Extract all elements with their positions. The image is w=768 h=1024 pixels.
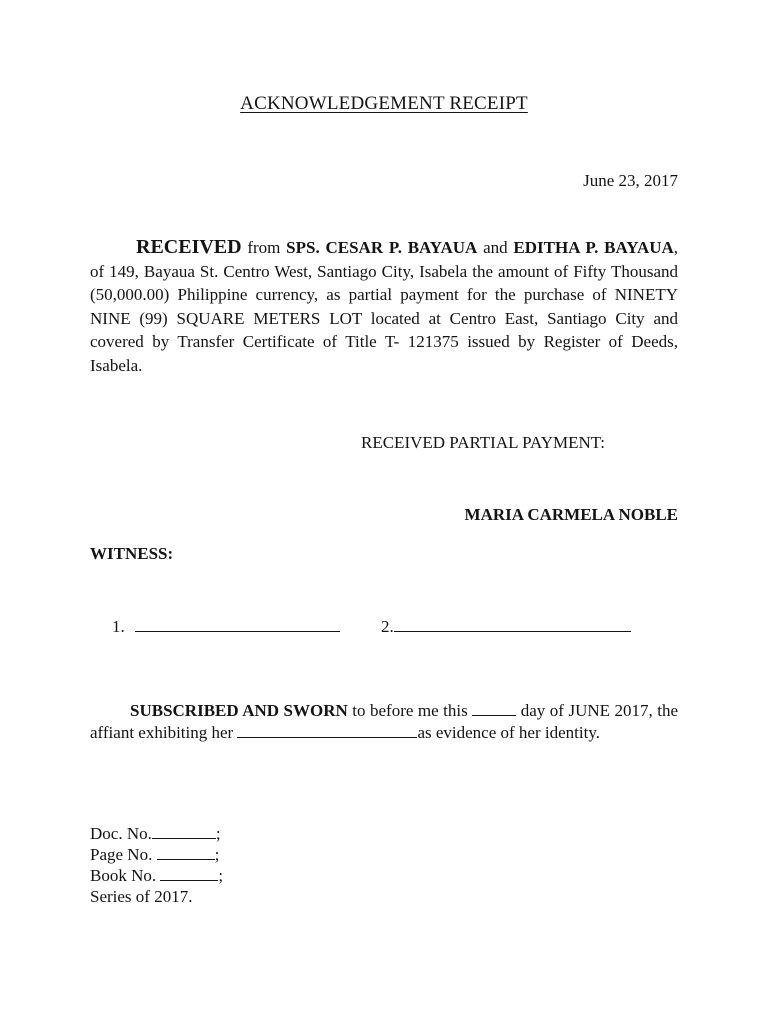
witness-2 xyxy=(381,617,631,637)
book-no-label: Book No. xyxy=(90,866,157,885)
jurat-id-blank xyxy=(237,723,417,738)
received-lead: RECEIVED xyxy=(136,236,242,258)
page-no-label: Page No. xyxy=(90,845,153,864)
jurat-paragraph xyxy=(90,700,678,743)
jurat-text-1: to before me this xyxy=(347,701,473,720)
spouse-name-1: SPS. CESAR P. BAYAUA xyxy=(286,238,478,257)
receipt-body xyxy=(90,236,678,377)
witness-2-number: 2. xyxy=(381,617,394,636)
book-no-blank xyxy=(160,866,218,881)
doc-no-label: Doc. No. xyxy=(90,824,152,843)
jurat-lead: SUBSCRIBED AND SWORN xyxy=(130,701,348,720)
notarial-register xyxy=(90,823,223,907)
witness-1 xyxy=(112,617,340,637)
doc-no-terminator: ; xyxy=(215,824,221,843)
witness-1-number: 1. xyxy=(112,617,125,636)
signer-name: MARIA CARMELA NOBLE xyxy=(464,505,678,524)
spouse-name-2: EDITHA P. BAYAUA xyxy=(513,238,674,257)
book-no-terminator: ; xyxy=(218,866,224,885)
jurat-text-2: day of JUNE 2017, the affiant exhibiting her xyxy=(90,701,679,742)
doc-no-line xyxy=(90,823,223,844)
series-line: Series of 2017. xyxy=(90,887,193,906)
jurat-text-3: as evidence of her identity. xyxy=(417,722,600,742)
page-no-blank xyxy=(157,845,215,860)
page-no-terminator: ; xyxy=(214,845,220,864)
and-text: and xyxy=(477,238,514,257)
witness-1-signature-line xyxy=(135,617,340,632)
page-no-line xyxy=(90,844,223,865)
witness-2-signature-line xyxy=(394,617,631,632)
jurat-day-blank xyxy=(472,701,516,716)
document-date: June 23, 2017 xyxy=(583,171,678,190)
document-title: ACKNOWLEDGEMENT RECEIPT xyxy=(240,93,528,114)
book-no-line xyxy=(90,865,223,886)
from-text: from xyxy=(241,238,287,257)
received-partial-payment-label: RECEIVED PARTIAL PAYMENT: xyxy=(361,433,606,452)
receipt-body-text: , of 149, Bayaua St. Centro West, Santiago City, Isabela the amount of Fifty Thousand (50,000.00) Philippine currency, as partial payment for the purchase of NINETY NINE (99) SQUARE METERS LOT located at Centro East, Santiago City and covered by Transfer Certificate of Title T- 121375 issued by Register of Deeds, Isabela. xyxy=(90,238,679,375)
witness-label: WITNESS: xyxy=(90,544,174,563)
doc-no-blank xyxy=(152,824,216,839)
